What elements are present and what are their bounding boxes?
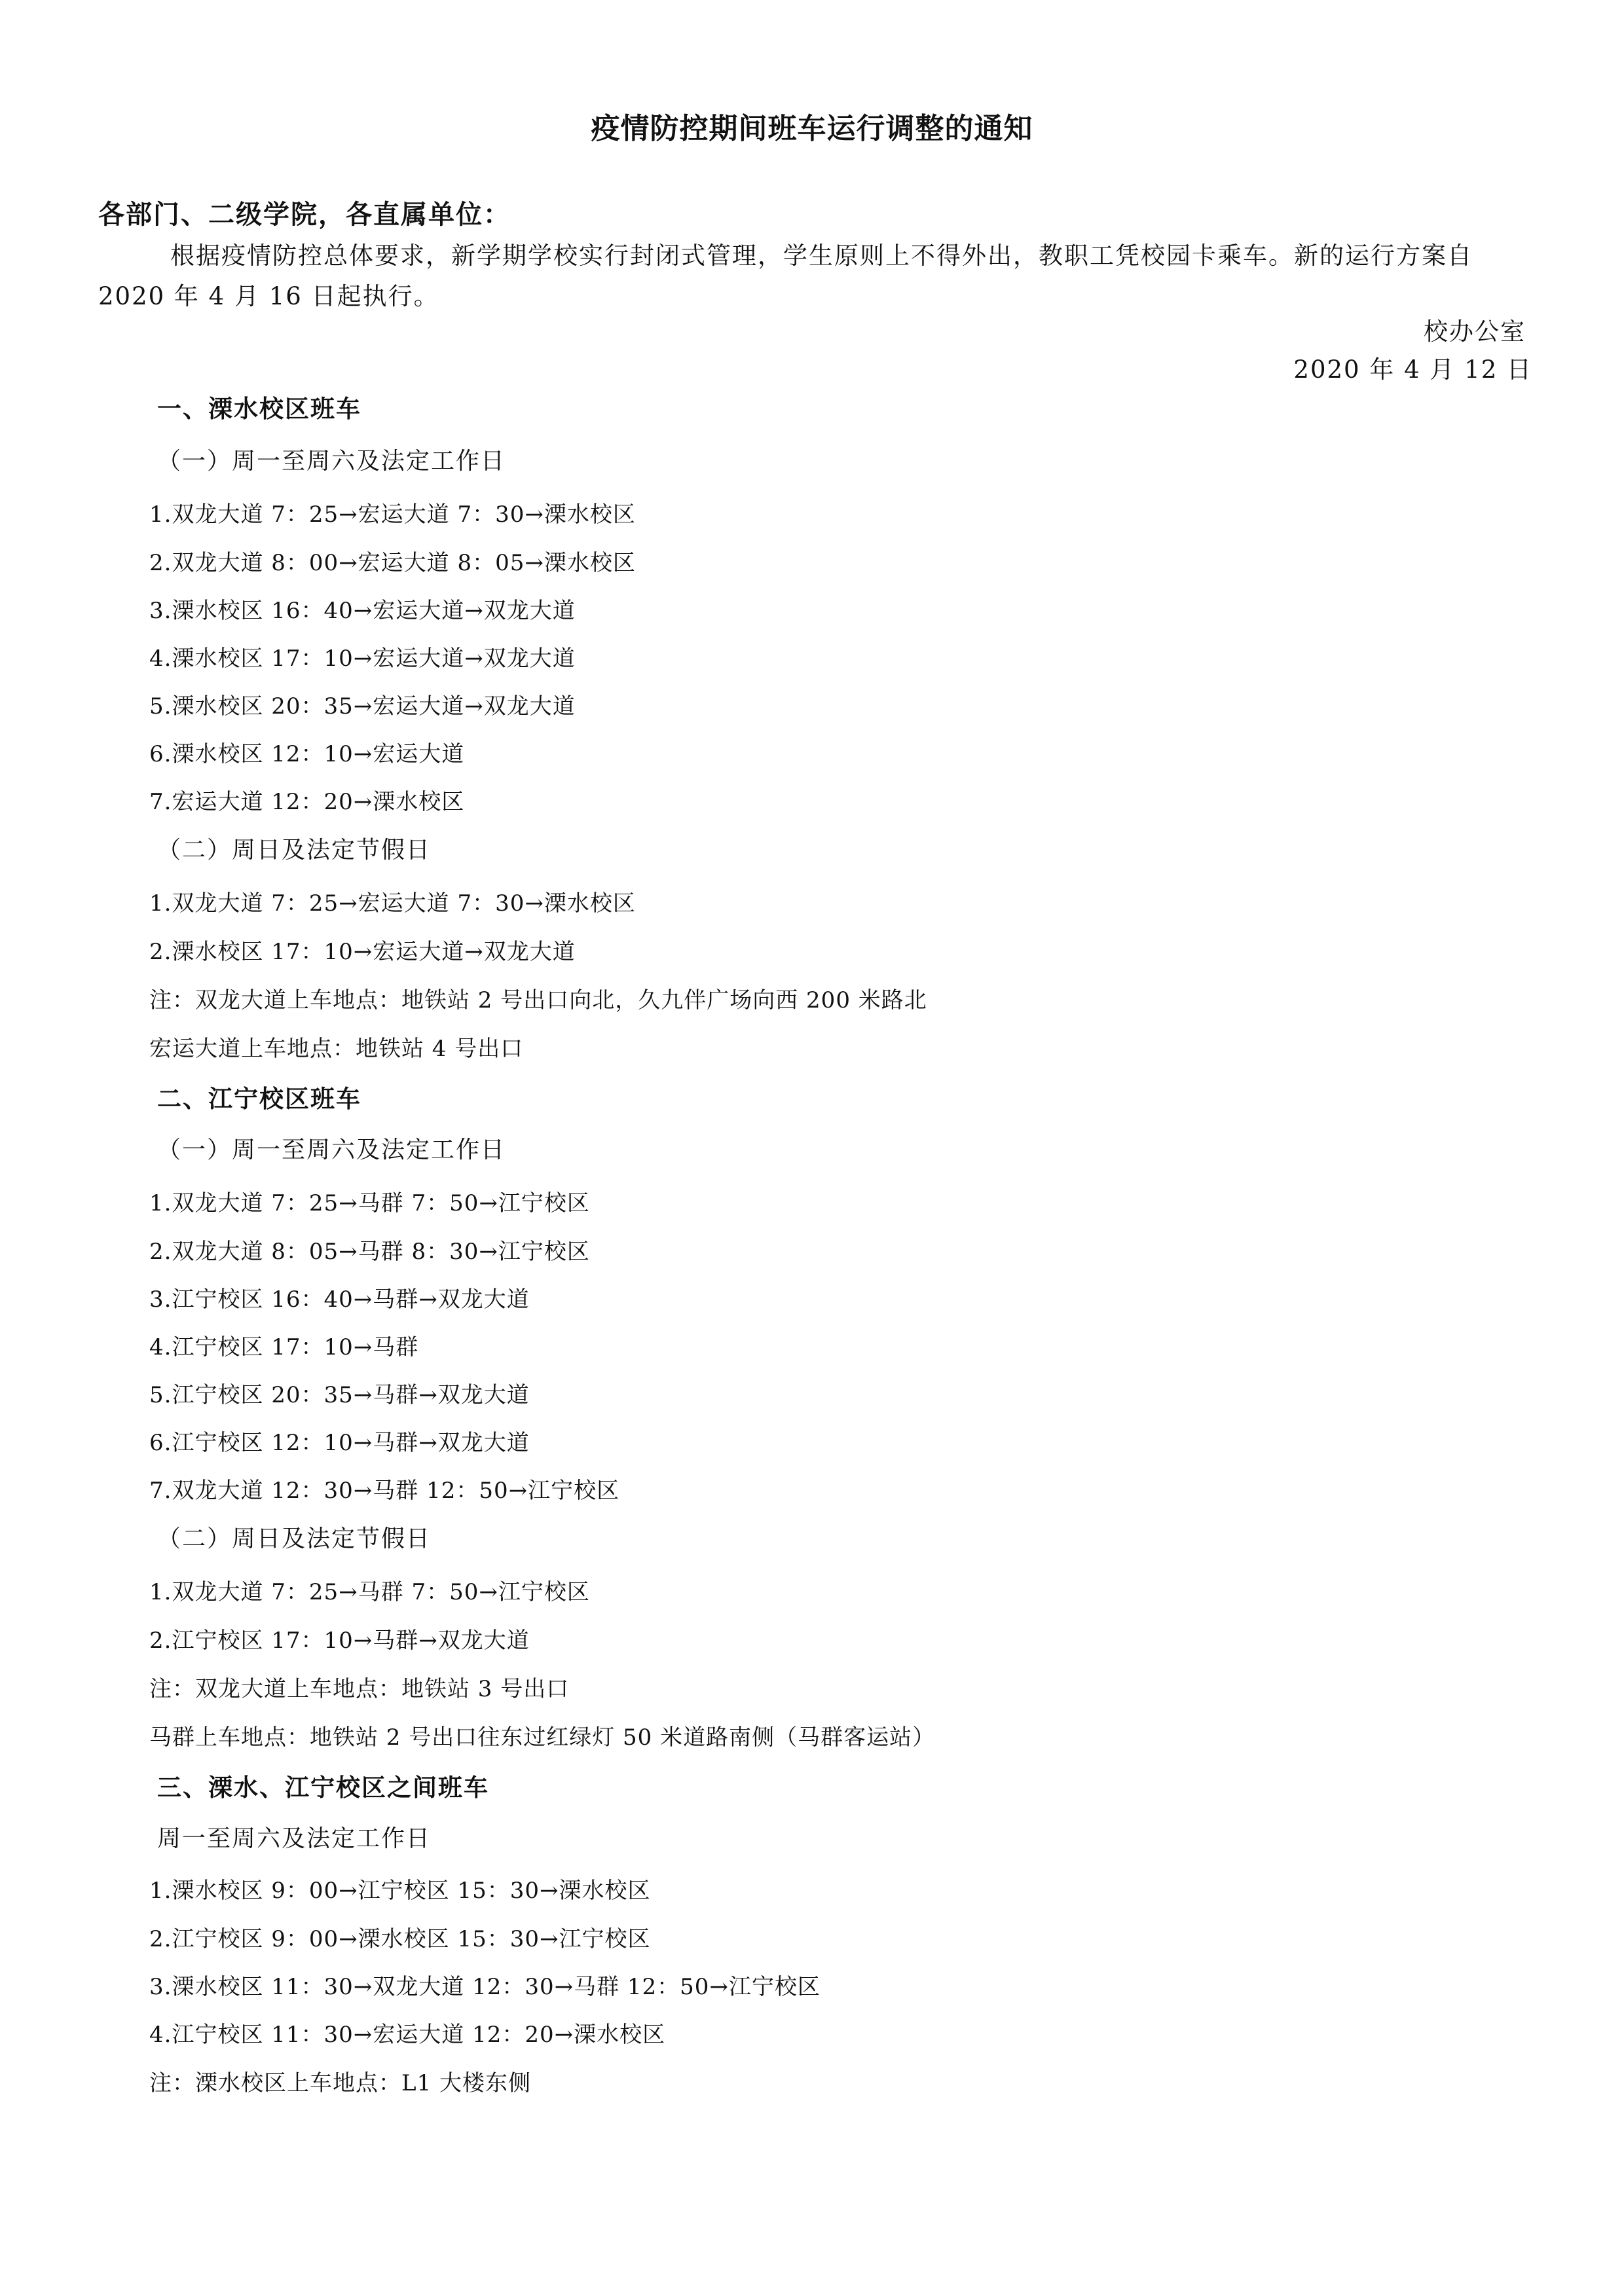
route-item: 1.双龙大道 7：25→马群 7：50→江宁校区	[149, 1190, 590, 1216]
route-item: 1.双龙大道 7：25→马群 7：50→江宁校区	[149, 1579, 590, 1605]
route-item: 3.溧水校区 11：30→双龙大道 12：30→马群 12：50→江宁校区	[149, 1974, 821, 2000]
intro-paragraph: 根据疫情防控总体要求，新学期学校实行封闭式管理，学生原则上不得外出，教职工凭校园卡乘车。新的运行方案自 2020 年 4 月 16 日起执行。	[98, 242, 1473, 310]
pickup-note: 注：溧水校区上车地点：L1 大楼东侧	[149, 2070, 532, 2096]
route-item: 4.江宁校区 17：10→马群	[149, 1334, 419, 1360]
route-item: 1.双龙大道 7：25→宏运大道 7：30→溧水校区	[149, 890, 636, 917]
route-item: 4.溧水校区 17：10→宏运大道→双龙大道	[149, 646, 576, 672]
signature-date: 2020 年 4 月 12 日	[1293, 355, 1532, 384]
route-item: 6.江宁校区 12：10→马群→双龙大道	[149, 1430, 530, 1456]
route-item: 7.宏运大道 12：20→溧水校区	[149, 789, 465, 815]
pickup-note: 宏运大道上车地点：地铁站 4 号出口	[149, 1036, 524, 1062]
route-item: 2.溧水校区 17：10→宏运大道→双龙大道	[149, 939, 576, 965]
schedule-subheading: （二）周日及法定节假日	[157, 1525, 432, 1552]
schedule-subheading: （二）周日及法定节假日	[157, 837, 432, 864]
signature-office: 校办公室	[1424, 318, 1526, 346]
salutation: 各部门、二级学院，各直属单位：	[98, 200, 511, 230]
route-item: 1.双龙大道 7：25→宏运大道 7：30→溧水校区	[149, 501, 636, 528]
route-item: 2.双龙大道 8：05→马群 8：30→江宁校区	[149, 1239, 590, 1265]
section-heading: 一、溧水校区班车	[157, 395, 361, 423]
route-item: 2.江宁校区 17：10→马群→双龙大道	[149, 1628, 530, 1654]
route-item: 5.江宁校区 20：35→马群→双龙大道	[149, 1382, 530, 1408]
section-heading: 三、溧水、江宁校区之间班车	[157, 1774, 489, 1802]
route-item: 7.双龙大道 12：30→马群 12：50→江宁校区	[149, 1478, 620, 1504]
route-item: 5.溧水校区 20：35→宏运大道→双龙大道	[149, 693, 576, 720]
route-item: 2.双龙大道 8：00→宏运大道 8：05→溧水校区	[149, 550, 636, 576]
schedule-subheading: （一）周一至周六及法定工作日	[157, 448, 506, 475]
route-item: 2.江宁校区 9：00→溧水校区 15：30→江宁校区	[149, 1926, 651, 1952]
route-item: 4.江宁校区 11：30→宏运大道 12：20→溧水校区	[149, 2022, 666, 2048]
schedule-subheading: （一）周一至周六及法定工作日	[157, 1137, 506, 1163]
route-item: 3.溧水校区 16：40→宏运大道→双龙大道	[149, 598, 576, 624]
pickup-note: 马群上车地点：地铁站 2 号出口往东过红绿灯 50 米道路南侧（马群客运站）	[149, 1724, 936, 1751]
pickup-note: 注：双龙大道上车地点：地铁站 3 号出口	[149, 1676, 570, 1702]
route-item: 6.溧水校区 12：10→宏运大道	[149, 741, 465, 767]
route-item: 3.江宁校区 16：40→马群→双龙大道	[149, 1286, 530, 1313]
pickup-note: 注：双龙大道上车地点：地铁站 2 号出口向北，久九伴广场向西 200 米路北	[149, 987, 927, 1013]
section-heading: 二、江宁校区班车	[157, 1085, 361, 1113]
document-title: 疫情防控期间班车运行调整的通知	[591, 112, 1033, 145]
route-item: 1.溧水校区 9：00→江宁校区 15：30→溧水校区	[149, 1878, 651, 1904]
schedule-subheading: 周一至周六及法定工作日	[157, 1825, 432, 1852]
